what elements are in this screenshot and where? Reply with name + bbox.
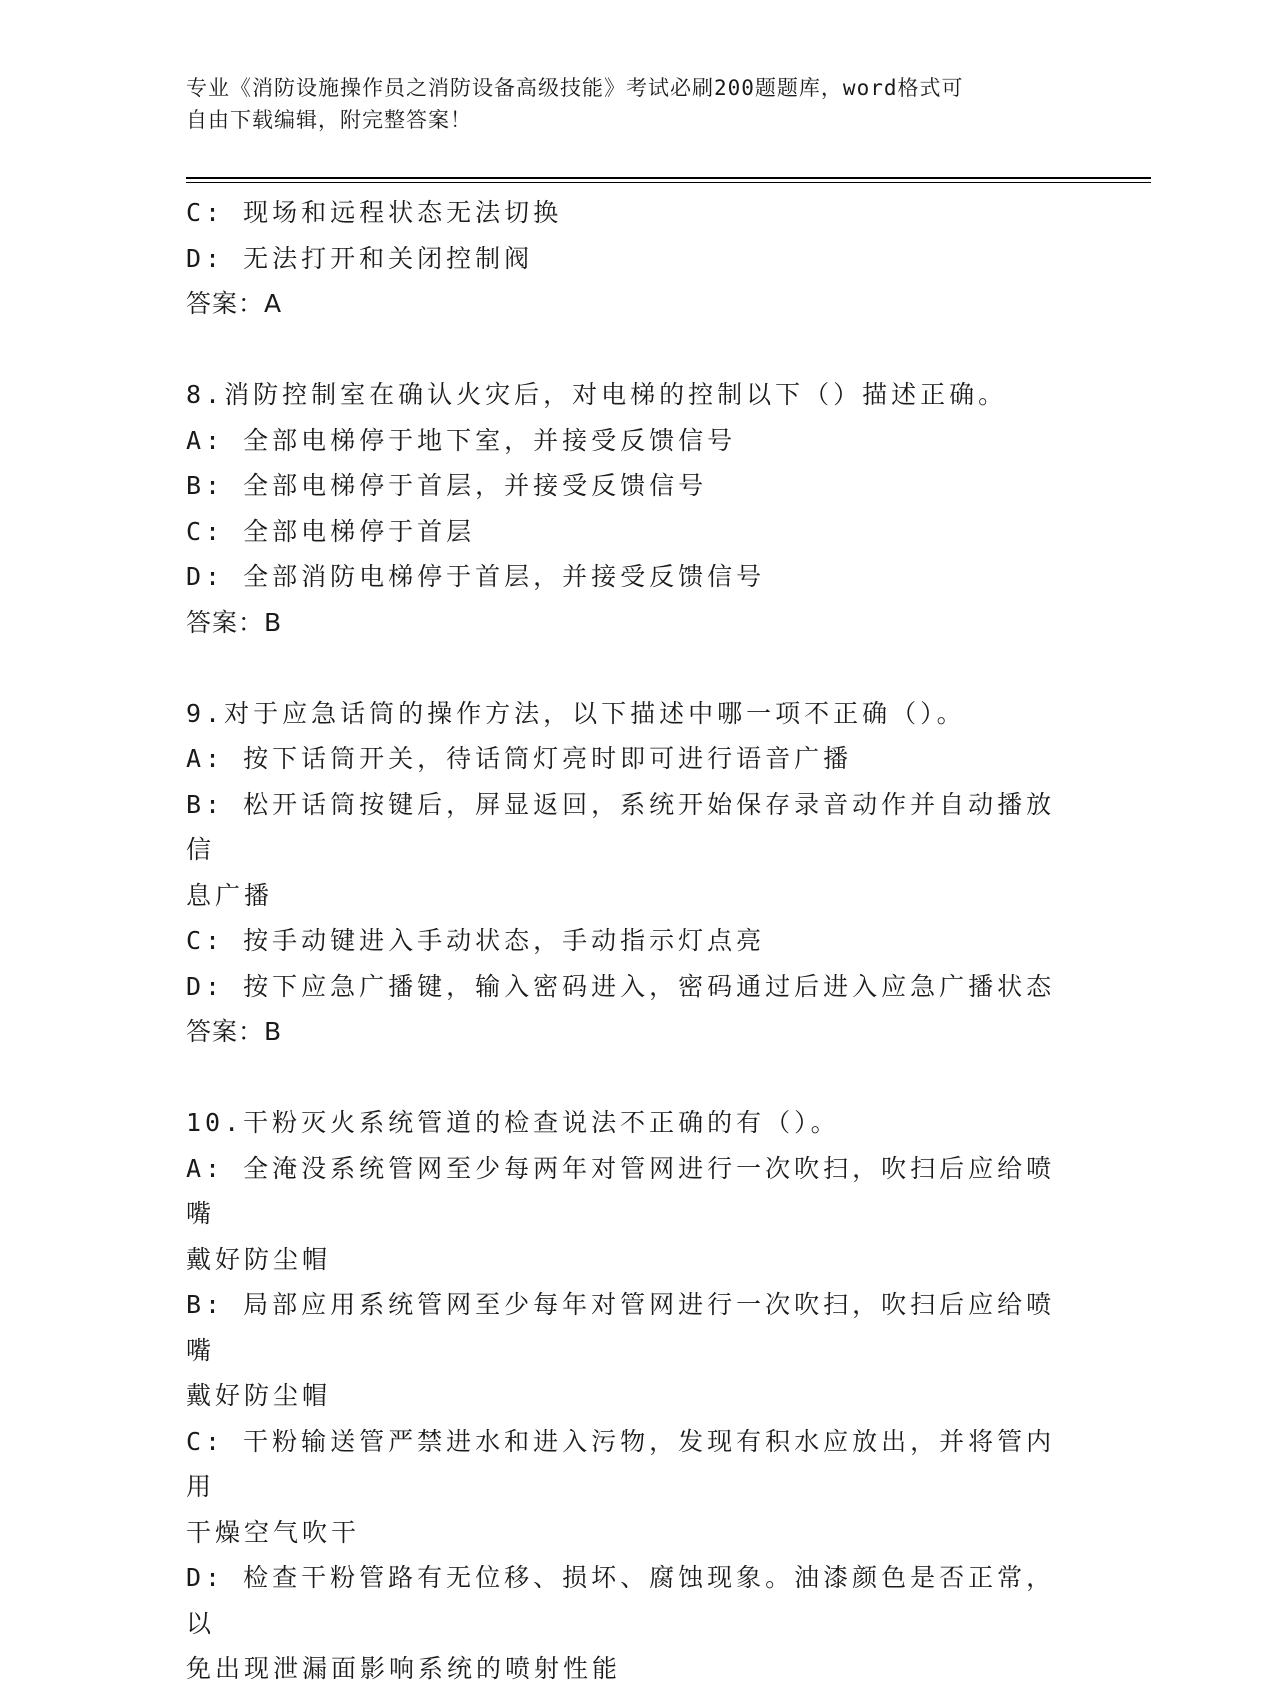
question-8: [186, 372, 1076, 645]
option-b-continued: 戴好防尘帽: [186, 1381, 332, 1410]
option-a: A: 全部电梯停于地下室，并接受反馈信号: [186, 425, 737, 455]
option-b: B: 局部应用系统管网至少每年对管网进行一次吹扫，吹扫后应给喷嘴: [186, 1290, 1056, 1365]
question-stem: 10.干粉灭火系统管道的检查说法不正确的有（）。: [186, 1108, 840, 1137]
document-header: [186, 72, 1066, 136]
header-line-2: 自由下载编辑，附完整答案！: [186, 108, 472, 132]
answer-line: 答案：B: [186, 1017, 283, 1046]
option-c-continued: 干燥空气吹干: [186, 1517, 361, 1547]
question-list: [186, 190, 1076, 1692]
option-c: C: 干粉输送管严禁进水和进入污物，发现有积水应放出，并将管内用: [186, 1426, 1056, 1501]
question-gap: [186, 327, 1076, 373]
header-divider-thin: [186, 182, 1151, 183]
option-a: A: 按下话筒开关，待话筒灯亮时即可进行语音广播: [186, 744, 853, 773]
option-d-continued: 免出现泄漏面影响系统的喷射性能: [186, 1654, 622, 1683]
option-d: D: 检查干粉管路有无位移、损坏、腐蚀现象。油漆颜色是否正常，以: [186, 1563, 1056, 1638]
option-a: A: 全淹没系统管网至少每两年对管网进行一次吹扫，吹扫后应给喷嘴: [186, 1153, 1056, 1228]
question-stem: 8.消防控制室在确认火灾后，对电梯的控制以下（）描述正确。: [186, 380, 1008, 409]
option-b: B: 全部电梯停于首层，并接受反馈信号: [186, 471, 708, 500]
option-d: D: 无法打开和关闭控制阀: [186, 243, 534, 273]
answer-line: 答案：A: [186, 289, 283, 318]
option-a-continued: 戴好防尘帽: [186, 1244, 332, 1274]
header-line-1: 专业《消防设施操作员之消防设备高级技能》考试必刷200题题库，word格式可: [186, 76, 964, 100]
question-gap: [186, 645, 1076, 691]
question-10: [186, 1100, 1076, 1692]
option-d: D: 全部消防电梯停于首层，并接受反馈信号: [186, 562, 766, 591]
option-c: C: 全部电梯停于首层: [186, 516, 476, 546]
option-b: B: 松开话筒按键后，屏显返回，系统开始保存录音动作并自动播放信: [186, 789, 1056, 864]
question-stem: 9.对于应急话筒的操作方法，以下描述中哪一项不正确（）。: [186, 698, 966, 728]
option-c: C: 按手动键进入手动状态，手动指示灯点亮: [186, 926, 766, 955]
option-c: C: 现场和远程状态无法切换: [186, 198, 563, 227]
option-d: D: 按下应急广播键，输入密码进入，密码通过后进入应急广播状态: [186, 971, 1056, 1001]
option-b-continued: 息广播: [186, 880, 274, 910]
question-9: [186, 691, 1076, 1055]
question-gap: [186, 1055, 1076, 1101]
answer-line: 答案：B: [186, 607, 283, 637]
question-7-tail: [186, 190, 1076, 327]
header-divider: [186, 177, 1151, 179]
